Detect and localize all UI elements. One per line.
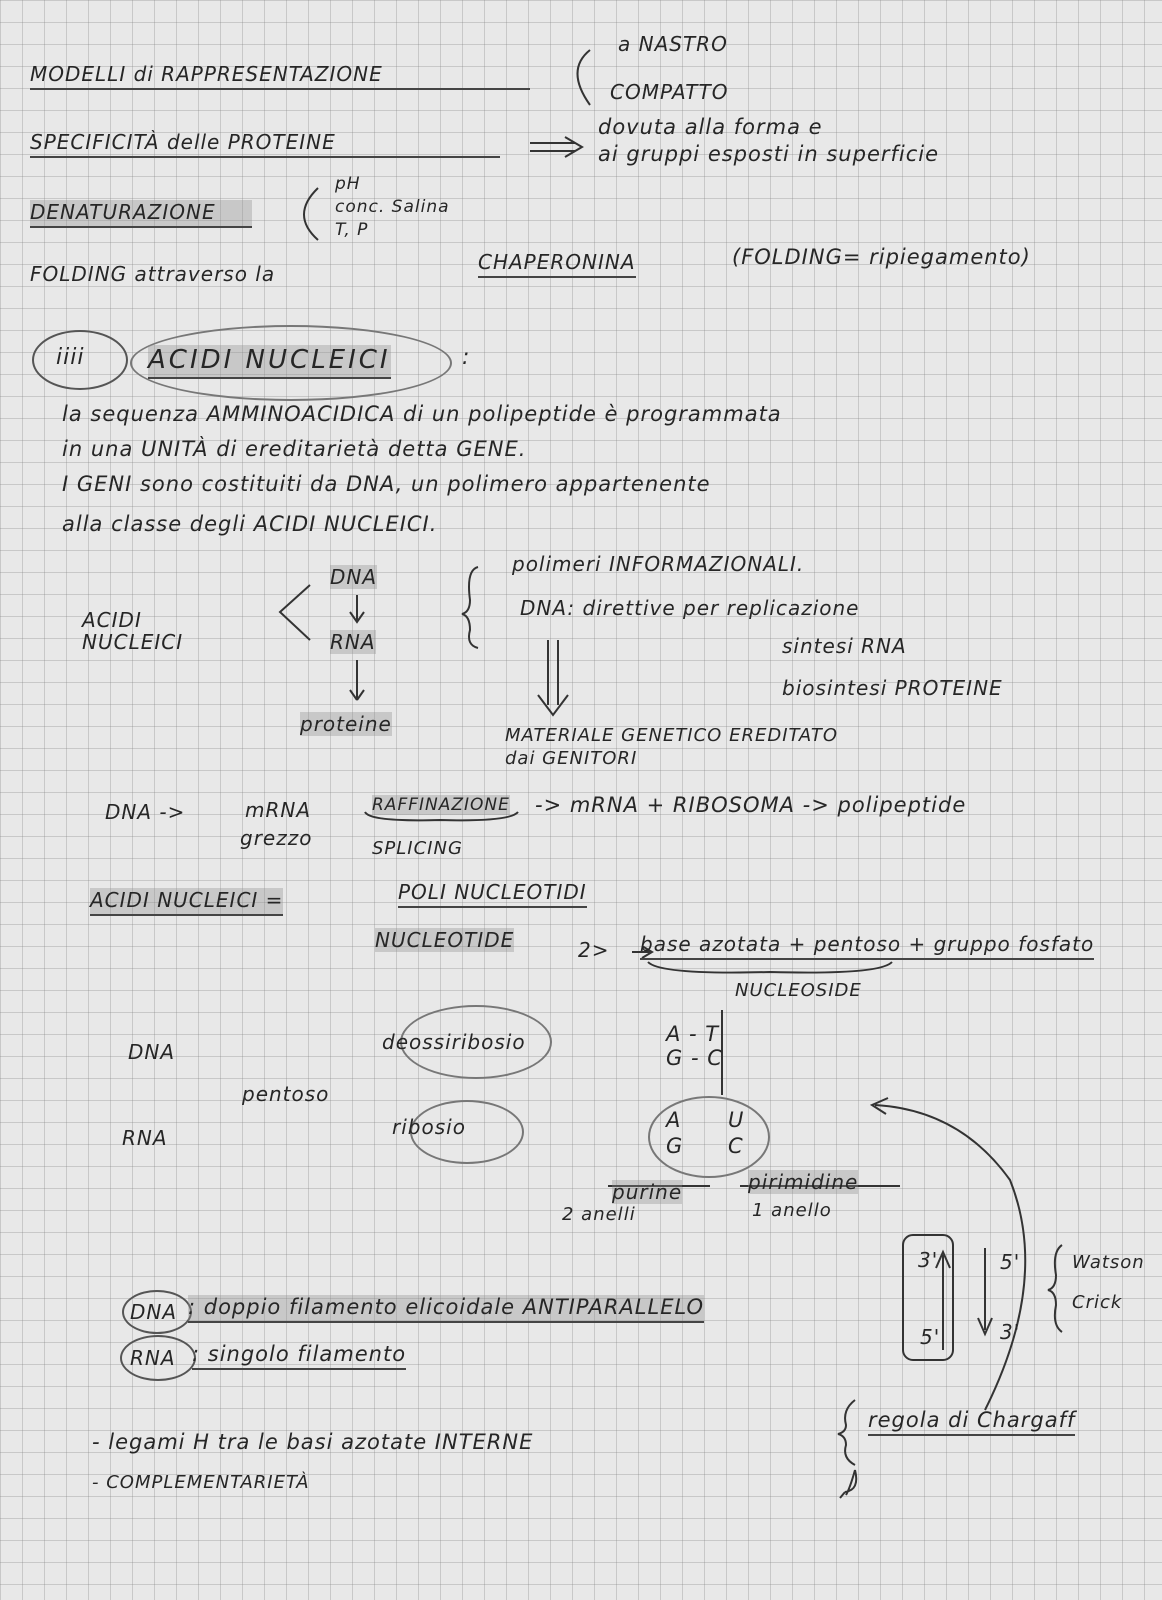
- dna-direttive: DNA: direttive per replicazione: [520, 596, 860, 620]
- flow-proteine: proteine: [300, 712, 392, 736]
- base-c: C: [728, 1134, 744, 1158]
- specificita-result-2: ai gruppi esposti in superficie: [598, 142, 940, 166]
- process-mrna: mRNA: [245, 798, 312, 822]
- strand-rna-text: : singolo filamento: [192, 1342, 406, 1370]
- option-compatto: COMPATTO: [610, 80, 729, 104]
- nucleoside: NUCLEOSIDE: [735, 980, 862, 1001]
- purine: purine: [612, 1180, 683, 1204]
- base-g: G: [666, 1134, 684, 1158]
- option-t-p: T, P: [335, 220, 369, 240]
- section-colon: :: [462, 345, 471, 370]
- bullet-modelli: MODELLI di RAPPRESENTAZIONE: [30, 62, 530, 90]
- chaperonina: CHAPERONINA: [478, 250, 636, 278]
- specificita-result-1: dovuta alla forma e: [598, 115, 823, 139]
- dna-base-pair-1: A - T: [666, 1022, 720, 1046]
- purine-anelli: 2 anelli: [562, 1204, 636, 1225]
- bullet-folding: FOLDING attraverso la: [30, 262, 276, 286]
- rule-complementarieta: - COMPLEMENTARIETÀ: [92, 1472, 310, 1493]
- intro-line-3: I GENI sono costituiti da DNA, un polimero appartenente: [62, 472, 711, 496]
- section-number: iiii: [56, 345, 85, 370]
- deossiribosio: deossiribosio: [382, 1030, 526, 1054]
- option-nastro: a NASTRO: [618, 32, 728, 56]
- intro-line-1: la sequenza AMMINOACIDICA di un polipeptide è programmata: [62, 402, 782, 426]
- nucleotide-composition: base azotata + pentoso + gruppo fosfato: [640, 932, 1094, 960]
- option-ph: pH: [335, 174, 361, 194]
- base-u: U: [728, 1108, 745, 1132]
- process-rest: -> mRNA + RIBOSOMA -> polipeptide: [535, 793, 967, 817]
- materiale-genetico: MATERIALE GENETICO EREDITATO: [505, 725, 839, 746]
- watson: Watson: [1072, 1252, 1145, 1273]
- folding-note: (FOLDING= ripiegamento): [732, 245, 1031, 269]
- nucleotide-arrow: 2>: [578, 938, 610, 962]
- pentoso-label: pentoso: [242, 1082, 330, 1106]
- polinucleotidi: POLI NUCLEOTIDI: [398, 880, 587, 908]
- process-grezzo: grezzo: [240, 826, 313, 850]
- strand-rna: RNA: [130, 1346, 176, 1370]
- acidi-nucleici-eq: ACIDI NUCLEICI =: [90, 888, 283, 916]
- process-raffinazione: RAFFINAZIONE: [372, 795, 510, 815]
- crick: Crick: [1072, 1292, 1123, 1313]
- bullet-specificita: SPECIFICITÀ delle PROTEINE: [30, 130, 500, 158]
- section-title: ACIDI NUCLEICI: [148, 345, 391, 379]
- base-a: A: [666, 1108, 682, 1132]
- acidi-nucleici-label-2: NUCLEICI: [82, 630, 184, 654]
- strand-dna: DNA: [130, 1300, 178, 1324]
- regola-chargaff: regola di Chargaff: [868, 1408, 1075, 1436]
- intro-line-2: in una UNITÀ di ereditarietà detta GENE.: [62, 437, 527, 461]
- nucleotide: NUCLEOTIDE: [375, 928, 515, 952]
- dai-genitori: dai GENITORI: [505, 748, 638, 769]
- flow-rna: RNA: [330, 630, 376, 654]
- biosintesi-proteine: biosintesi PROTEINE: [782, 676, 1003, 700]
- process-splicing: SPLICING: [372, 838, 463, 859]
- process-dna: DNA ->: [105, 800, 186, 824]
- strand-end-5-bottom: 5': [920, 1325, 941, 1349]
- flow-dna: DNA: [330, 565, 378, 589]
- strand-end-3-top: 3': [918, 1248, 939, 1272]
- sugar-rna: RNA: [122, 1126, 168, 1150]
- dna-base-pair-2: G - C: [666, 1046, 723, 1070]
- ribosio: ribosio: [392, 1115, 466, 1139]
- option-conc-salina: conc. Salina: [335, 197, 450, 217]
- pirimidine: pirimidine: [748, 1170, 859, 1194]
- sugar-dna: DNA: [128, 1040, 176, 1064]
- sintesi-rna: sintesi RNA: [782, 634, 907, 658]
- bullet-denaturazione: DENATURAZIONE: [30, 200, 252, 228]
- rule-legami-h: - legami H tra le basi azotate INTERNE: [92, 1430, 534, 1454]
- strand-end-3-bottom: 3': [1000, 1320, 1021, 1344]
- intro-line-4: alla classe degli ACIDI NUCLEICI.: [62, 512, 438, 536]
- pirimidine-anello: 1 anello: [752, 1200, 832, 1221]
- acidi-nucleici-label-1: ACIDI: [82, 608, 142, 632]
- polimeri-informazionali: polimeri INFORMAZIONALI.: [512, 552, 805, 576]
- strand-end-5-top: 5': [1000, 1250, 1021, 1274]
- strand-dna-text: : doppio filamento elicoidale ANTIPARALLELO: [188, 1295, 704, 1323]
